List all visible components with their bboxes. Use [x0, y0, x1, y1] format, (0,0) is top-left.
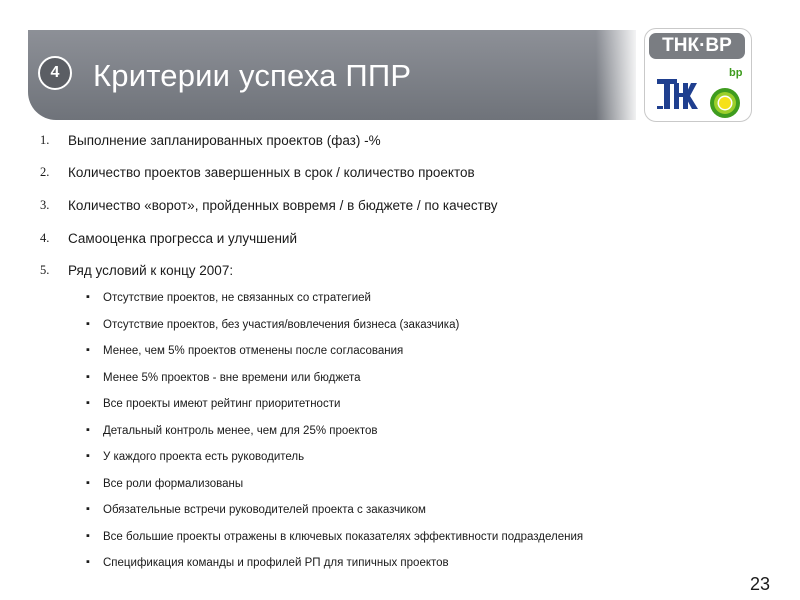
- sub-item-text: Отсутствие проектов, не связанных со стратегией: [103, 292, 371, 304]
- sub-item-text: Менее 5% проектов - вне времени или бюджета: [103, 372, 361, 384]
- item-text: Ряд условий к концу 2007:: [68, 263, 234, 278]
- page-number: 23: [750, 574, 771, 594]
- item-number: 4.: [40, 231, 50, 245]
- bullet-icon: ▪: [86, 291, 90, 303]
- sub-item-text: Все проекты имеют рейтинг приоритетности: [103, 398, 341, 410]
- bullet-icon: ▪: [86, 318, 90, 330]
- sub-item-text: Спецификация команды и профилей РП для типичных проектов: [103, 557, 449, 569]
- bullet-icon: ▪: [86, 371, 90, 383]
- bp-label: bp: [729, 67, 743, 79]
- section-number-badge: 4: [38, 56, 72, 90]
- item-number: 3.: [40, 198, 50, 212]
- logo-wordmark: ТНК·ВР: [649, 33, 745, 59]
- bullet-icon: ▪: [86, 477, 90, 489]
- item-text: Самооценка прогресса и улучшений: [68, 231, 298, 246]
- item-text: Количество «ворот», пройденных вовремя / в бюджете / по качеству: [68, 198, 498, 213]
- bullet-icon: ▪: [86, 503, 90, 515]
- sub-item-text: Все большие проекты отражены в ключевых показателях эффективности подразделения: [103, 531, 584, 543]
- sub-item-text: Отсутствие проектов, без участия/вовлечения бизнеса (заказчика): [103, 319, 460, 331]
- sub-item-text: Детальный контроль менее, чем для 25% проектов: [103, 425, 378, 437]
- company-logo: [644, 28, 752, 122]
- sub-item-text: Все роли формализованы: [103, 478, 244, 490]
- item-number: 1.: [40, 133, 50, 147]
- sub-item-text: У каждого проекта есть руководитель: [103, 451, 305, 463]
- tnk-logo-icon: [657, 77, 705, 111]
- item-text: Выполнение запланированных проектов (фаз) -%: [68, 133, 381, 148]
- bullet-icon: ▪: [86, 397, 90, 409]
- item-text: Количество проектов завершенных в срок / количество проектов: [68, 165, 475, 180]
- item-number: 5.: [40, 263, 50, 277]
- bullet-icon: ▪: [86, 556, 90, 568]
- bullet-icon: ▪: [86, 344, 90, 356]
- sub-item-text: Обязательные встречи руководителей проекта с заказчиком: [103, 504, 426, 516]
- bp-helios-icon: [709, 87, 741, 119]
- bullet-icon: ▪: [86, 530, 90, 542]
- item-number: 2.: [40, 165, 50, 179]
- sub-item-text: Менее, чем 5% проектов отменены после согласования: [103, 345, 404, 357]
- bullet-icon: ▪: [86, 424, 90, 436]
- bullet-icon: ▪: [86, 450, 90, 462]
- page-title: Критерии успеха ППР: [93, 58, 412, 93]
